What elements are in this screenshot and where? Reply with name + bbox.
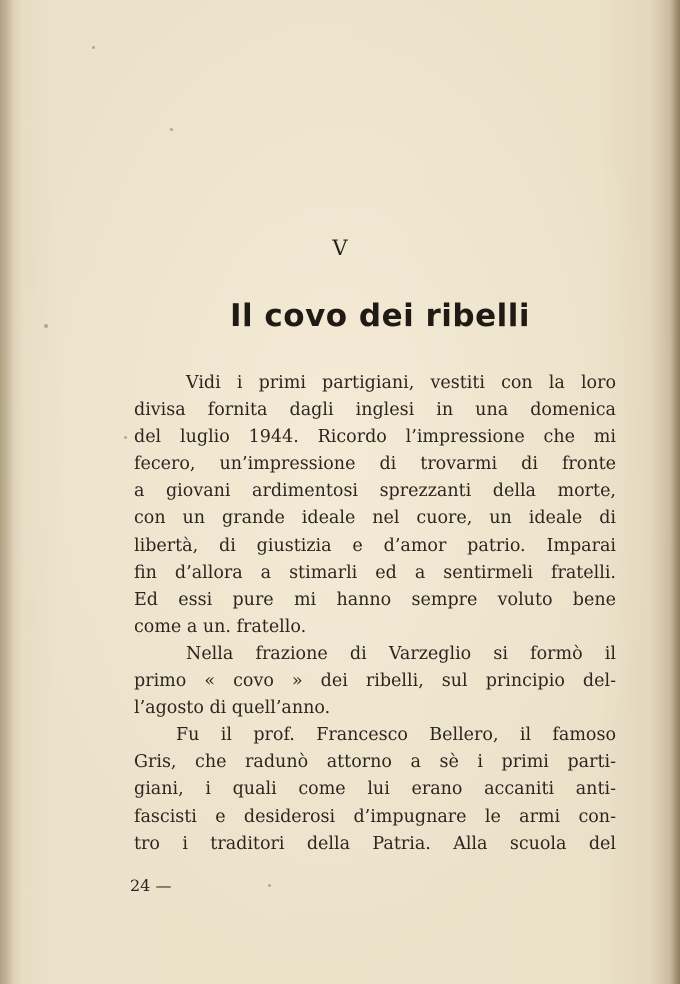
paragraph — [134, 370, 616, 641]
text-line: Ed essi pure mi hanno sempre voluto bene — [134, 589, 616, 610]
text-line: giani, i quali come lui erano accaniti anti- — [134, 779, 616, 800]
chapter-body — [134, 370, 616, 858]
text-line: l’agosto di quell’anno. — [134, 698, 331, 719]
paper-speck — [92, 46, 95, 49]
text-line: fin d’allora a stimarli ed a sentirmeli fratelli. — [134, 562, 616, 583]
text-line: con un grande ideale nel cuore, un ideale di — [134, 508, 616, 529]
paper-speck — [124, 436, 127, 439]
text-line: a giovani ardimentosi sprezzanti della morte, — [134, 481, 616, 502]
paper-speck — [268, 884, 271, 887]
chapter-number: V — [332, 236, 348, 260]
text-line: libertà, di giustizia e d’amor patrio. Imparai — [134, 535, 616, 556]
paper-speck — [170, 128, 173, 131]
text-line: fecero, un’impressione di trovarmi di fronte — [134, 454, 616, 475]
page-number: 24 — — [130, 876, 172, 895]
chapter-title: Il covo dei ribelli — [229, 298, 531, 334]
text-line: come a un. fratello. — [134, 616, 307, 637]
text-line: tro i traditori della Patria. Alla scuola del — [134, 833, 616, 854]
paragraph — [134, 641, 616, 722]
text-line: Nella frazione di Varzeglio si formò il — [186, 643, 616, 664]
paragraph — [134, 722, 616, 857]
text-line: Gris, che radunò attorno a sè i primi parti- — [134, 752, 616, 773]
text-line: fascisti e desiderosi d’impugnare le armi con- — [134, 806, 616, 827]
text-line: del luglio 1944. Ricordo l’impressione che mi — [134, 427, 616, 448]
text-line: Vidi i primi partigiani, vestiti con la loro — [186, 373, 616, 393]
text-line: primo « covo » dei ribelli, sul principio del- — [134, 671, 616, 692]
text-line: Fu il prof. Francesco Bellero, il famoso — [176, 725, 616, 746]
text-line: divisa fornita dagli inglesi in una domenica — [134, 400, 616, 421]
